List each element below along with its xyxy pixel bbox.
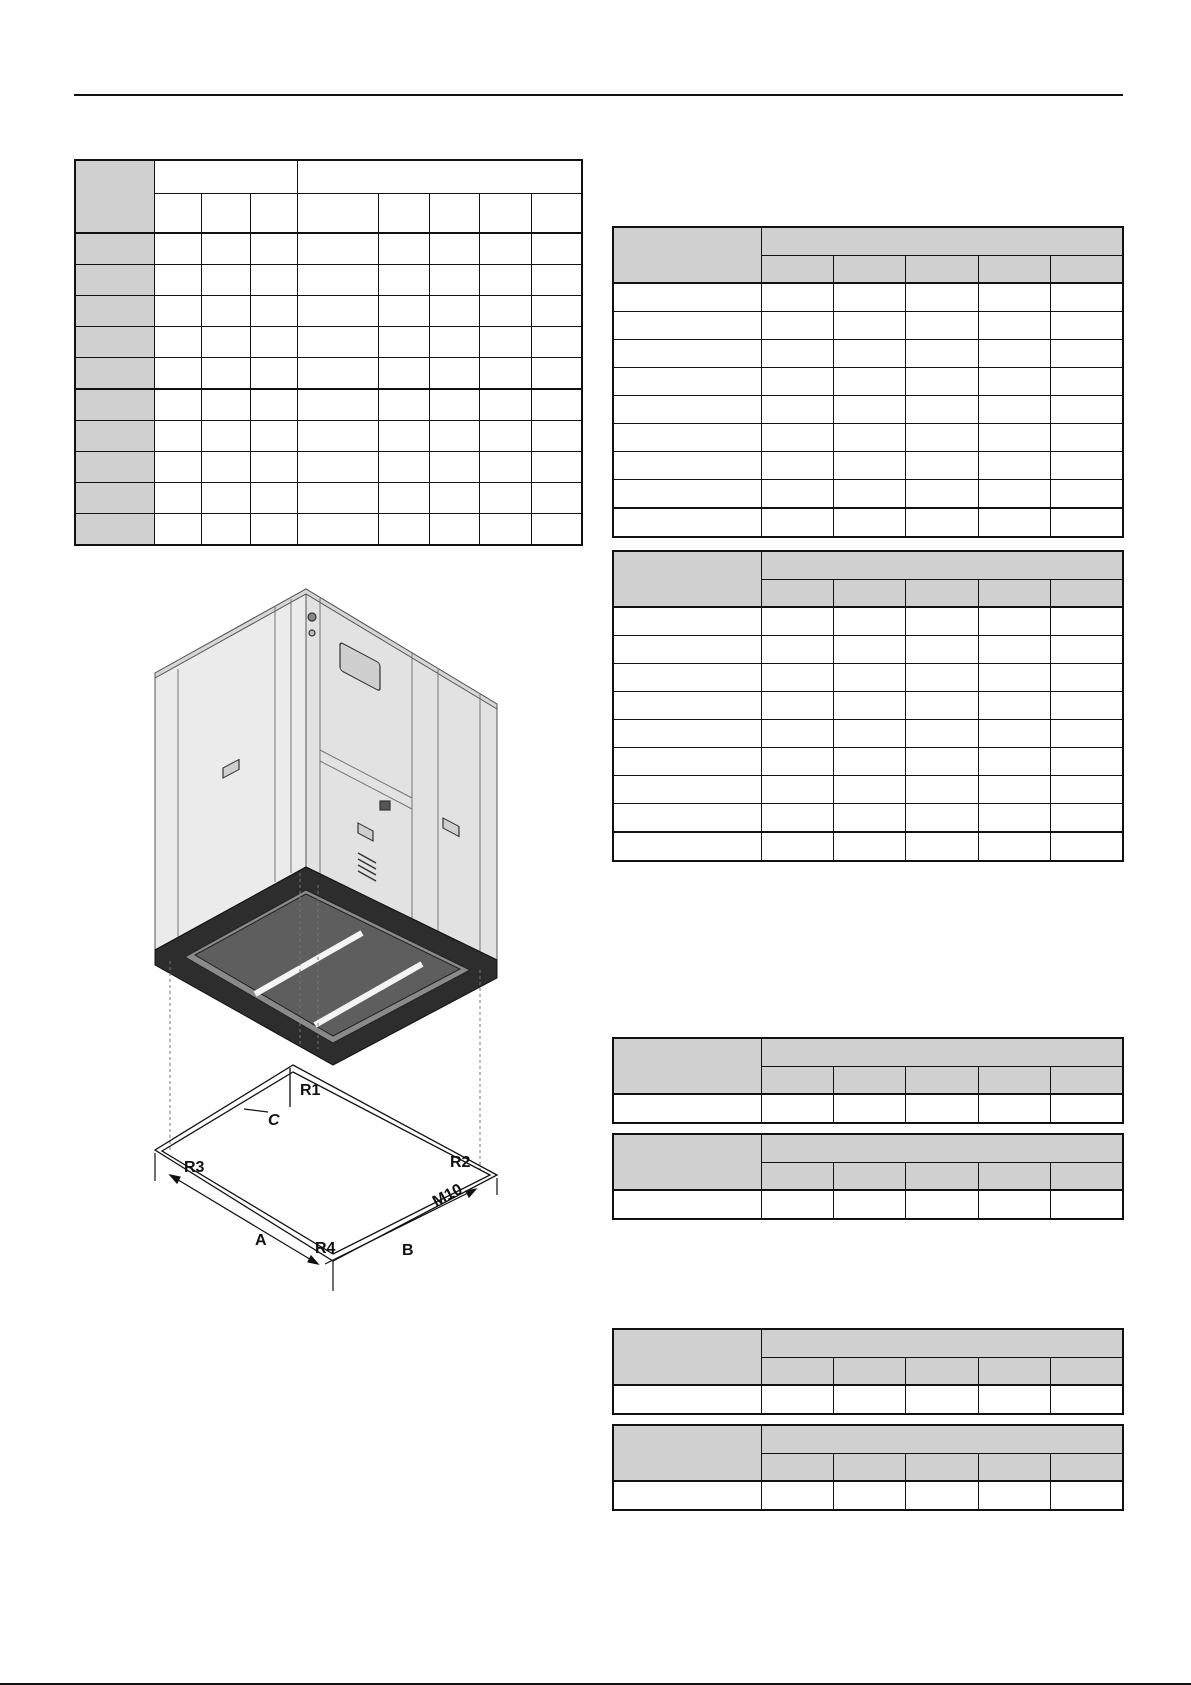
table-row <box>75 483 582 514</box>
table-row <box>613 452 1123 480</box>
table-row <box>75 233 582 265</box>
table-corner-cell <box>613 1425 761 1481</box>
footprint-outline <box>155 1065 497 1261</box>
table-row <box>613 607 1123 636</box>
table-row <box>613 636 1123 664</box>
unit-base-drawing <box>140 585 510 1305</box>
label-r4: R4 <box>315 1240 336 1257</box>
small-table-3 <box>612 1328 1124 1415</box>
header-rule <box>74 94 1123 96</box>
table-row <box>613 664 1123 692</box>
table-row <box>613 776 1123 804</box>
table-row <box>613 720 1123 748</box>
table-row <box>613 396 1123 424</box>
table-group-header <box>154 160 298 194</box>
dimension-table <box>74 159 583 546</box>
label-b: B <box>402 1242 414 1259</box>
table-column-header <box>201 194 250 234</box>
label-r1: R1 <box>300 1082 321 1099</box>
table-row <box>75 514 582 546</box>
table-group-header <box>761 1425 1123 1454</box>
table-corner-cell <box>613 1038 761 1094</box>
table-row <box>613 340 1123 368</box>
table-row <box>613 832 1123 861</box>
table-row <box>613 804 1123 833</box>
table-group-header <box>761 1329 1123 1358</box>
small-table-4 <box>612 1424 1124 1511</box>
table-column-header <box>298 194 378 234</box>
table-column-header <box>480 194 532 234</box>
table-column-header <box>251 194 298 234</box>
table-row <box>613 1481 1123 1510</box>
switch-box <box>380 801 390 810</box>
table-row <box>75 452 582 483</box>
table-column-header <box>532 194 582 234</box>
table-row <box>613 692 1123 720</box>
table-row <box>613 283 1123 312</box>
weights-table-2 <box>612 550 1124 862</box>
table-corner-cell <box>613 551 761 607</box>
label-m10: M10 <box>429 1180 466 1211</box>
weights-table-1 <box>612 226 1124 538</box>
table-group-header <box>761 227 1123 256</box>
table-corner-cell <box>613 1134 761 1190</box>
table-corner-cell <box>613 227 761 283</box>
table-row <box>613 508 1123 537</box>
table-row <box>75 389 582 421</box>
small-table-2 <box>612 1133 1124 1220</box>
table-row <box>613 1385 1123 1414</box>
table-row <box>613 480 1123 509</box>
label-r2: R2 <box>450 1154 471 1171</box>
table-row <box>75 421 582 452</box>
small-table-1 <box>612 1037 1124 1124</box>
table-row <box>613 424 1123 452</box>
table-row <box>75 327 582 358</box>
table-row <box>75 296 582 327</box>
table-column-header <box>154 194 201 234</box>
table-corner-cell <box>613 1329 761 1385</box>
table-group-header <box>761 1134 1123 1163</box>
table-group-header <box>761 551 1123 580</box>
table-column-header <box>429 194 479 234</box>
table-row <box>75 265 582 296</box>
label-c: C <box>268 1112 280 1129</box>
table-row <box>613 312 1123 340</box>
table-corner-cell <box>75 160 154 233</box>
table-row <box>613 748 1123 776</box>
table-row <box>75 358 582 390</box>
table-group-header <box>298 160 582 194</box>
table-row <box>613 1190 1123 1219</box>
table-group-header <box>761 1038 1123 1067</box>
label-a: A <box>255 1232 267 1249</box>
label-r3: R3 <box>184 1159 205 1176</box>
table-row <box>613 368 1123 396</box>
table-row <box>613 1094 1123 1123</box>
table-column-header <box>378 194 429 234</box>
